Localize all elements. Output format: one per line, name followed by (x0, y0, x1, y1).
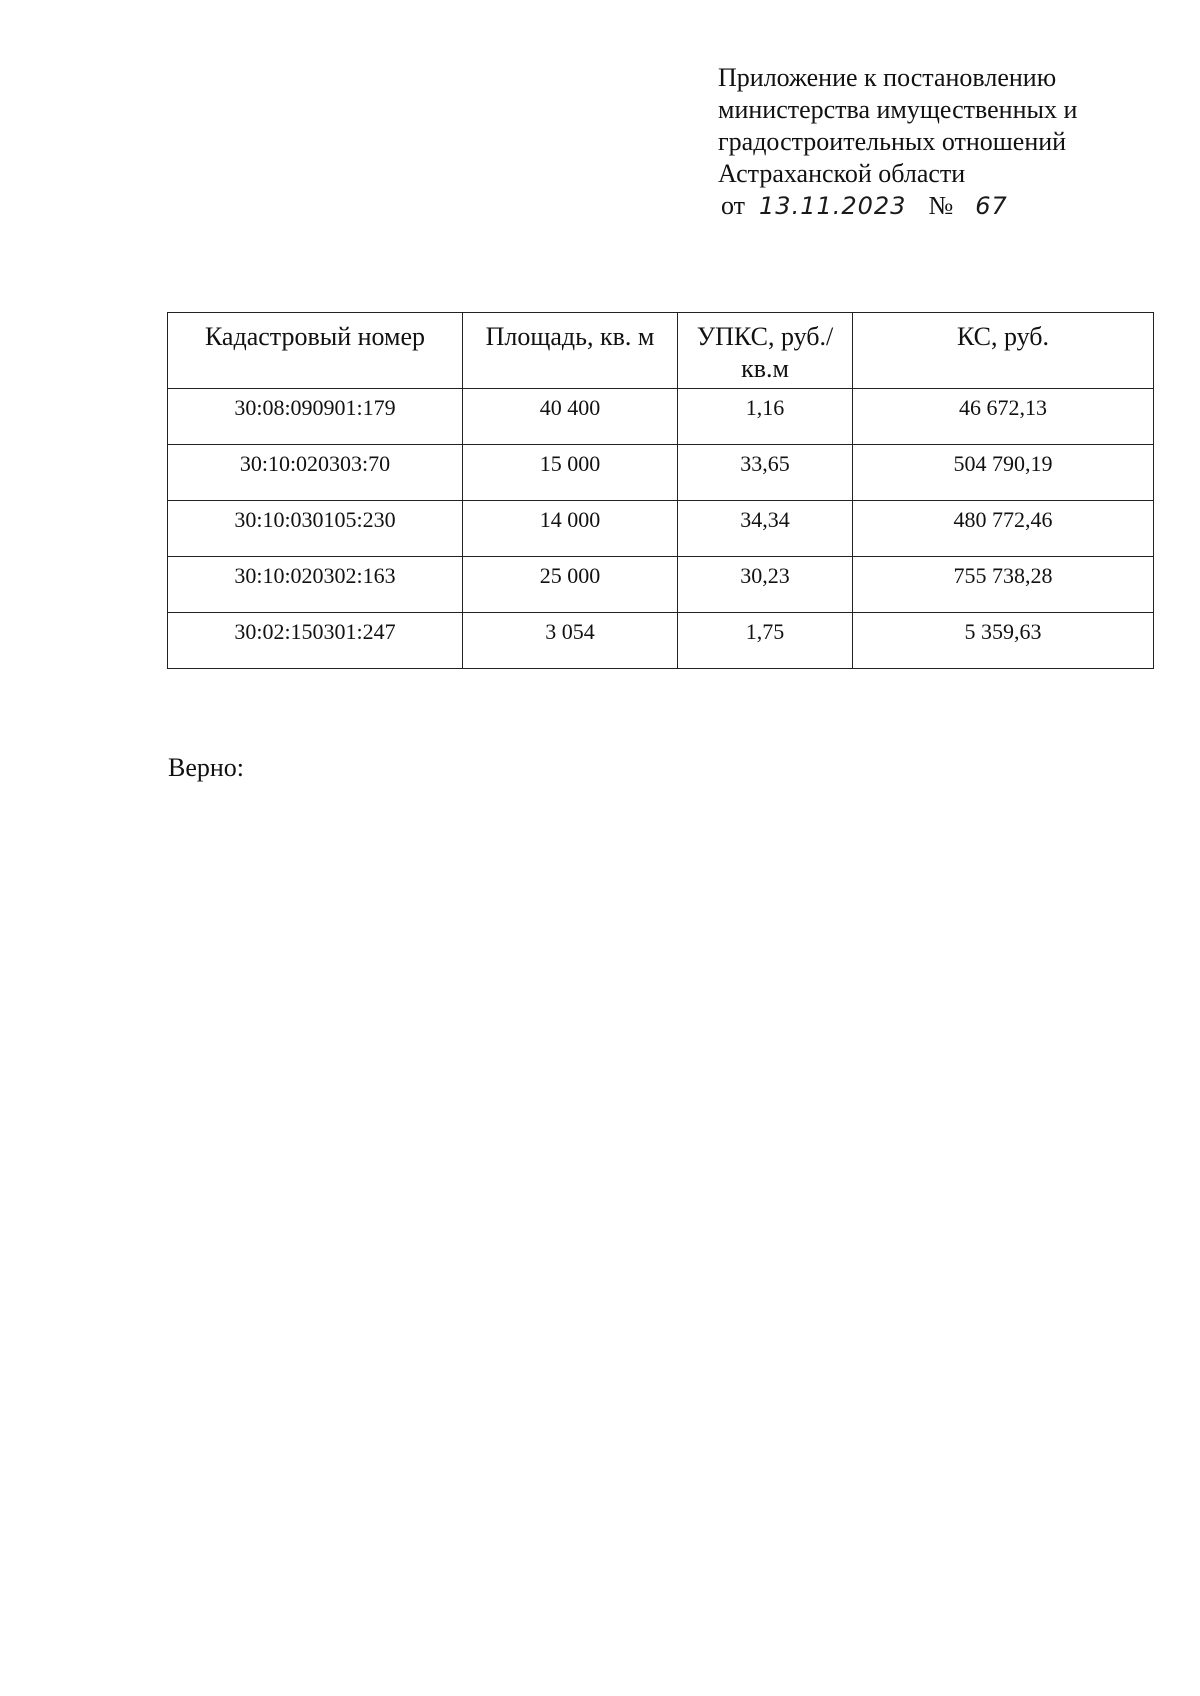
table-row (168, 613, 1154, 669)
verno-label: Верно: (168, 753, 245, 782)
cell-ks: 504 790,19 (853, 445, 1154, 501)
header-line-4: Астраханской области (718, 159, 966, 188)
cell-cadastral-number: 30:02:150301:247 (168, 613, 463, 669)
table-row (168, 557, 1154, 613)
number-prefix: № (928, 191, 954, 220)
cell-area: 14 000 (463, 501, 678, 557)
cadastral-value-table (167, 312, 1154, 669)
cell-ks: 46 672,13 (853, 389, 1154, 445)
table-header-row (168, 313, 1154, 389)
document-header (718, 62, 1077, 222)
cell-upks: 1,75 (678, 613, 853, 669)
cell-ks: 480 772,46 (853, 501, 1154, 557)
column-header-ks: КС, руб. (853, 313, 1154, 389)
cell-area: 15 000 (463, 445, 678, 501)
cell-upks: 30,23 (678, 557, 853, 613)
cell-cadastral-number: 30:10:020303:70 (168, 445, 463, 501)
handwritten-number: 67 (975, 192, 1008, 220)
cell-area: 3 054 (463, 613, 678, 669)
cell-upks: 33,65 (678, 445, 853, 501)
cell-cadastral-number: 30:10:030105:230 (168, 501, 463, 557)
cell-area: 25 000 (463, 557, 678, 613)
cell-cadastral-number: 30:08:090901:179 (168, 389, 463, 445)
table-row (168, 501, 1154, 557)
cell-ks: 5 359,63 (853, 613, 1154, 669)
cell-ks: 755 738,28 (853, 557, 1154, 613)
column-header-area: Площадь, кв. м (463, 313, 678, 389)
cell-upks: 34,34 (678, 501, 853, 557)
header-line-2: министерства имущественных и (718, 95, 1078, 124)
header-line-3: градостроительных отношений (718, 127, 1067, 156)
cell-area: 40 400 (463, 389, 678, 445)
cell-upks: 1,16 (678, 389, 853, 445)
column-header-upks: УПКС, руб./кв.м (678, 313, 853, 389)
table-row (168, 445, 1154, 501)
cell-cadastral-number: 30:10:020302:163 (168, 557, 463, 613)
column-header-cadastral-number: Кадастровый номер (168, 313, 463, 389)
table-row (168, 389, 1154, 445)
header-line-1: Приложение к постановлению (718, 63, 1057, 92)
date-number-line (721, 190, 1077, 222)
handwritten-date: 13.11.2023 (759, 192, 907, 220)
date-prefix: от (721, 191, 746, 220)
